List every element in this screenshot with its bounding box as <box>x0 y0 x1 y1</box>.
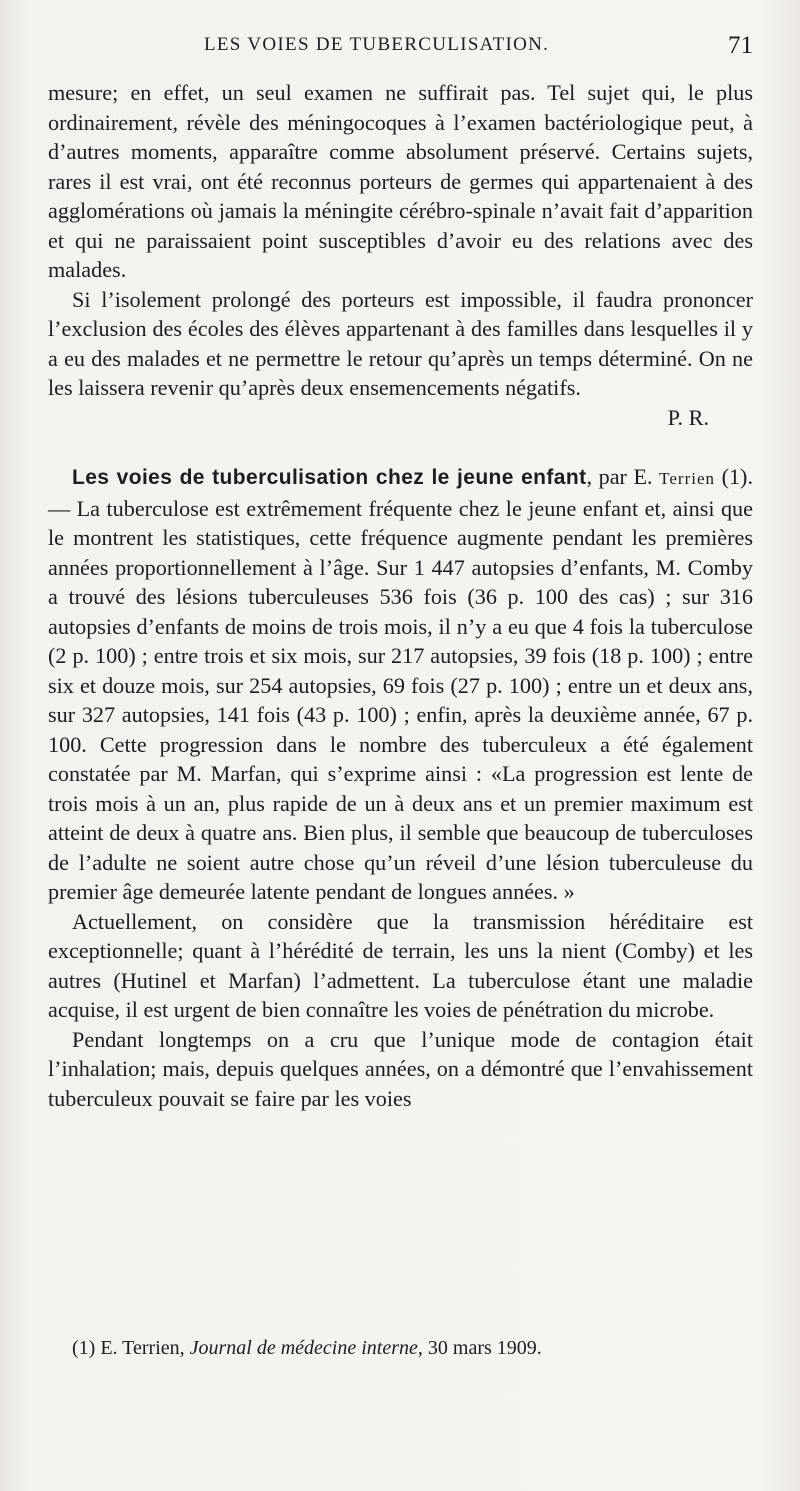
paragraph-heredity: Actuellement, on considère que la transmission héréditaire est exceptionnelle; quant à l’hérédité de terrain, les uns la nient (Comby) et les autres (Hutinel et Marfan) l’admettent. La tuberculose étant une maladie acquise, il est urgent de bien connaître les voies de pénétration du microbe. <box>48 908 753 1022</box>
paragraph-isolation: Si l’isolement prolongé des porteurs est impossible, il faudra prononcer l’exclusion des écoles des élèves appartenant à des familles dans lesquelles il y a eu des malades et ne permettre le retour qu’après un temps déterminé. On ne les laissera revenir qu’après deux ensemencements négatifs. <box>48 286 753 400</box>
signature-initials: P. R. <box>667 404 709 430</box>
body-text <box>48 78 753 1113</box>
running-title: LES VOIES DE TUBERCULISATION. <box>204 34 550 55</box>
footnote-marker: (1) E. Terrien, <box>72 1337 190 1359</box>
article-title: Les voies de tuberculisation chez le jeune enfant <box>72 466 587 489</box>
page-number: 71 <box>728 32 753 59</box>
article-body: — La tuberculose est extrêmement fréquente chez le jeune enfant et, ainsi que le montrent les statistiques, cette fréquence augmente pendant les premières années proportionnellement à l’âge. Sur 1 447 autopsies d’enfants, M. Comby a trouvé des lésions tuberculeuses 536 fois (36 p. 100 des cas) ; sur 316 autopsies d’enfants de moins de trois mois, il n’y a eu que 4 fois la tuberculose (2 p. 100) ; entre trois et six mois, sur 217 autopsies, 39 fois (18 p. 100) ; entre six et douze mois, sur 254 autopsies, 69 fois (27 p. 100) ; entre un et deux ans, sur 327 autopsies, 141 fois (43 p. 100) ; enfin, après la deuxième année, 67 p. 100. Cette progression dans le nombre des tuberculeux a été également constatée par M. Marfan, qui s’exprime ainsi : «La progression est lente de trois mois à un an, plus rapide de un à deux ans et un premier maximum est atteint de deux à quatre ans. Bien plus, il semble que beaucoup de tuberculoses de l’adulte ne soient autre chose qu’un réveil d’une lésion tuberculeuse du premier âge demeurée latente pendant de longues années. » <box>48 495 753 904</box>
paragraph-article-intro <box>48 462 753 907</box>
paragraph-continuation: mesure; en effet, un seul examen ne suffirait pas. Tel sujet qui, le plus ordinairement, révèle des méningocoques à l’examen bactériologique peut, à d’autres moments, apparaître comme absolument préservé. Certains sujets, rares il est vrai, ont été reconnus porteurs de germes qui appartenaient à des agglomérations où jamais la méningite cérébro-spinale n’avait fait d’apparition et qui ne paraissaient point susceptibles d’avoir eu des relations avec des malades. <box>48 80 753 282</box>
article-by: , par E. <box>586 464 660 489</box>
article-author: Terrien <box>659 469 716 488</box>
article-footnote-ref: (1). <box>715 464 753 489</box>
paragraph-contagion: Pendant longtemps on a cru que l’unique mode de contagion était l’inhalation; mais, depuis quelques années, on a démontré que l’envahissement tuberculeux pouvait se faire par les voies <box>48 1026 753 1111</box>
footnote <box>72 1334 542 1362</box>
footnote-date: , 30 mars 1909. <box>417 1337 542 1359</box>
footnote-journal: Journal de médecine interne <box>189 1337 418 1359</box>
running-head <box>48 34 753 64</box>
